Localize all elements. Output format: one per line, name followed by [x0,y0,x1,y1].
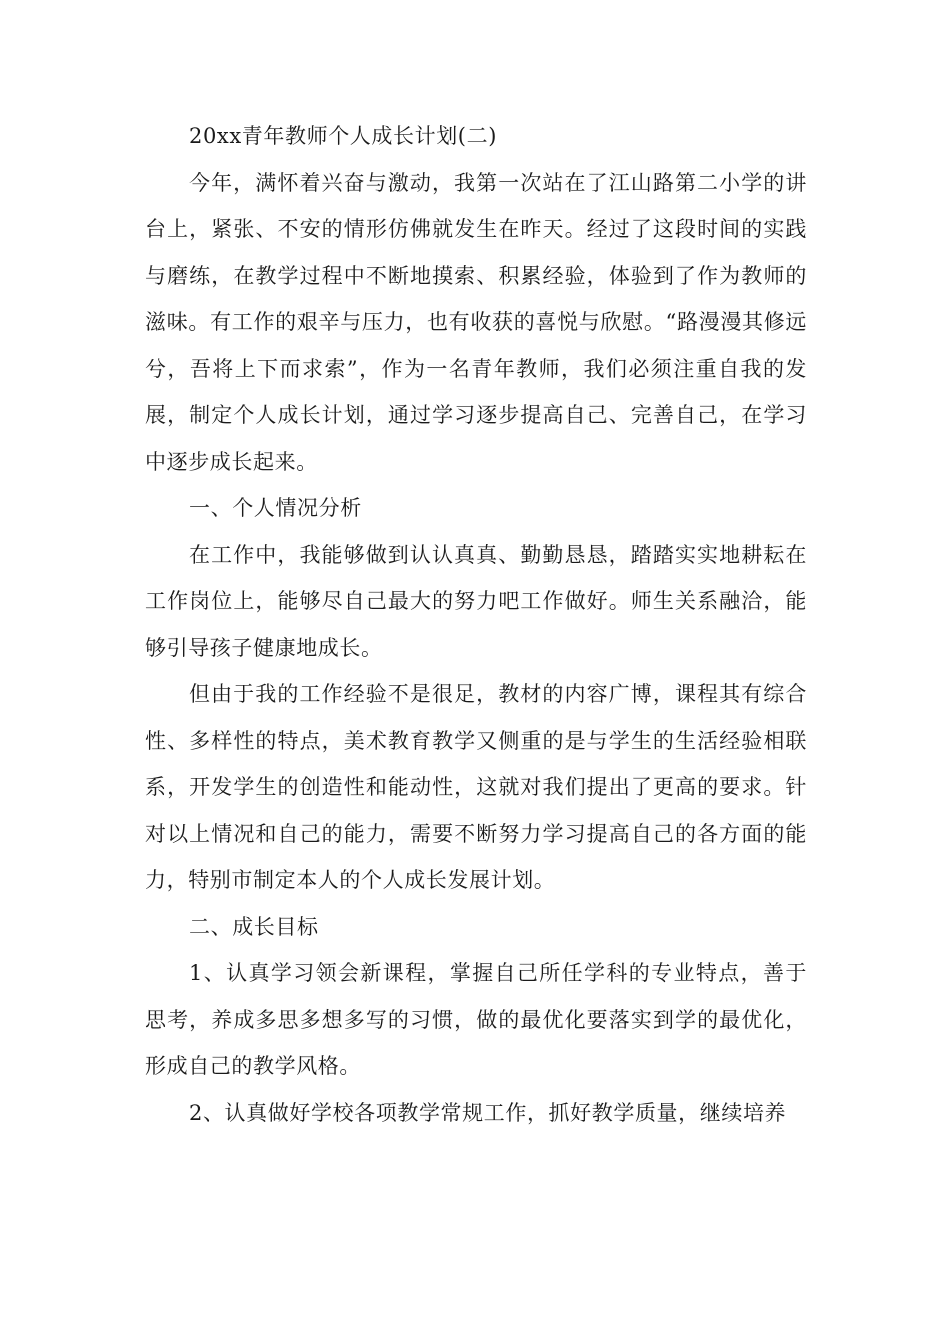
paragraph-work-attitude: 在工作中，我能够做到认认真真、勤勤恳恳，踏踏实实地耕耘在工作岗位上，能够尽自己最大的努力吧工作做好。师生关系融洽，能够引导孩子健康地成长。 [145,542,807,660]
paragraph-goal-1: 1、认真学习领会新课程，掌握自己所任学科的专业特点，善于思考，养成多思多想多写的习惯，做的最优化要落实到学的最优化，形成自己的教学风格。 [145,961,807,1078]
document-title: 20xx青年教师个人成长计划(二) [189,124,497,148]
section-heading-growth-goals: 二、成长目标 [189,914,319,939]
section-heading-personal-analysis: 一、个人情况分析 [189,496,362,520]
paragraph-shortcomings: 但由于我的工作经验不是很足，教材的内容广博，课程其有综合性、多样性的特点，美术教育教学又侧重的是与学生的生活经验相联系，开发学生的创造性和能动性，这就对我们提出了更高的要求。针对以上情况和自己的能力，需要不断努力学习提高自己的各方面的能力，特别市制定本人的个人成长发展计划。 [145,682,807,892]
paragraph-intro: 今年，满怀着兴奋与激动，我第一次站在了江山路第二小学的讲台上，紧张、不安的情形仿佛就发生在昨天。经过了这段时间的实践与磨练，在教学过程中不断地摸索、积累经验，体验到了作为教师的滋味。有工作的艰辛与压力，也有收获的喜悦与欣慰。“路漫漫其修远兮，吾将上下而求索”，作为一名青年教师，我们必须注重自我的发展，制定个人成长计划，通过学习逐步提高自己、完善自己，在学习中逐步成长起来。 [145,170,807,474]
document-body [145,113,807,1136]
paragraph-goal-2: 2、认真做好学校各项教学常规工作，抓好教学质量，继续培养 [189,1100,787,1125]
